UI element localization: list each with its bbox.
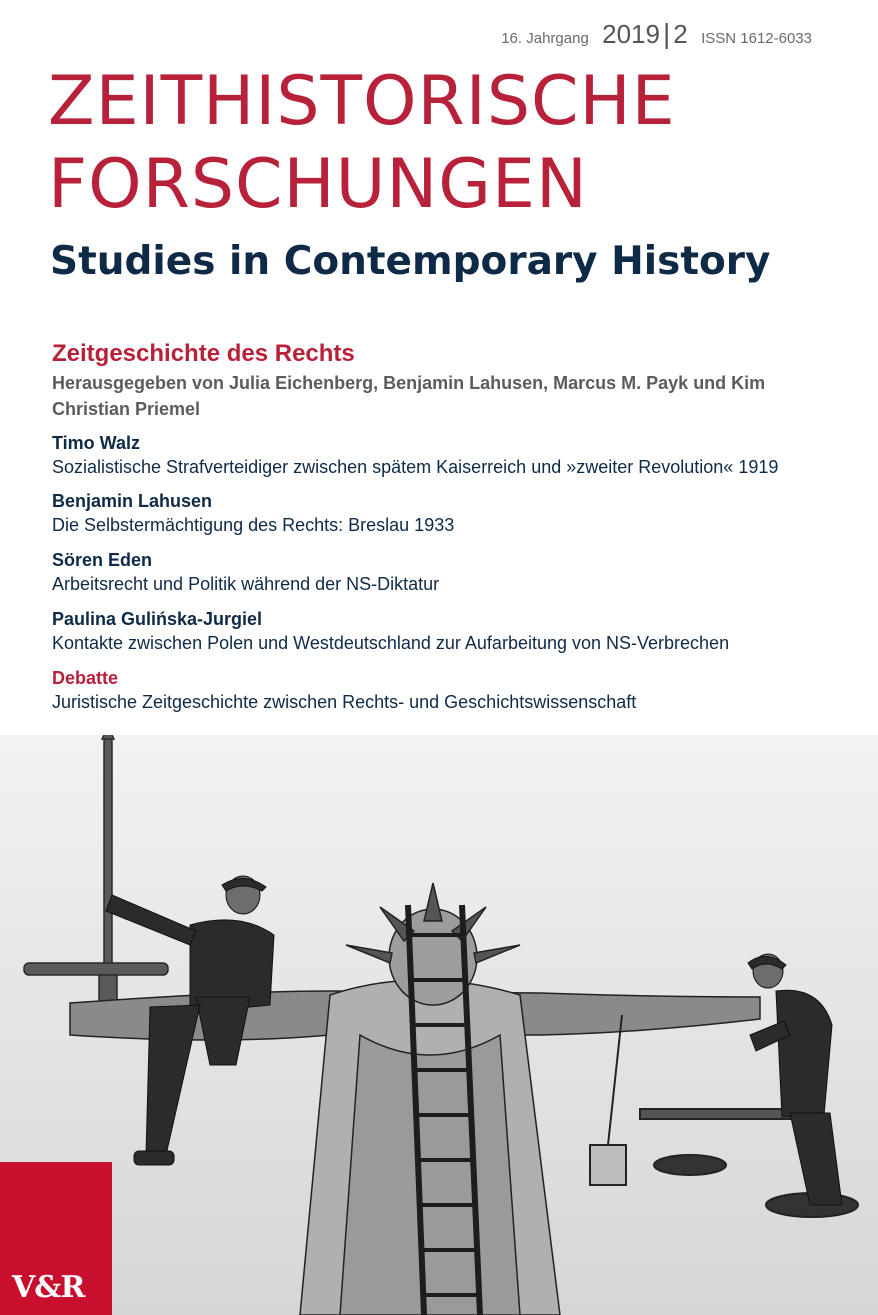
- issue-theme-heading: Zeitgeschichte des Rechts: [52, 340, 355, 367]
- entry-title: Sozialistische Strafverteidiger zwischen spätem Kaiserreich und »zweiter Revolution« 1919: [52, 457, 779, 477]
- journal-subtitle: Studies in Contemporary History: [50, 239, 771, 284]
- entry-title: Juristische Zeitgeschichte zwischen Rechts- und Geschichtswissenschaft: [52, 692, 637, 712]
- entry-author: Benjamin Lahusen: [52, 491, 213, 511]
- entry-author: Paulina Gulińska-Jurgiel: [52, 609, 263, 629]
- journal-title-line1: ZEITHISTORISCHE: [48, 62, 676, 141]
- entry-title: Kontakte zwischen Polen und Westdeutschland zur Aufarbeitung von NS-Verbrechen: [52, 633, 730, 653]
- contents-entry: [52, 548, 852, 596]
- contents-entry-debate: [52, 666, 852, 714]
- issue-editors: Herausgegeben von Julia Eichenberg, Benjamin Lahusen, Marcus M. Payk und Kim Christian Priemel: [52, 373, 766, 419]
- issue-meta: 16. Jahrgang 2019 | 2 ISSN 1612-6033: [501, 18, 812, 49]
- publisher-logo-text: V&R: [12, 1270, 85, 1305]
- contents-entry: [52, 489, 852, 537]
- contents-entry: [52, 607, 852, 655]
- cover-photo: [0, 735, 878, 1315]
- entry-section-label: Debatte: [52, 668, 119, 688]
- entry-title: Die Selbstermächtigung des Rechts: Breslau 1933: [52, 515, 455, 535]
- contents-entry: [52, 431, 852, 479]
- issue-number: 2: [673, 19, 688, 49]
- issn-label: ISSN 1612-6033: [701, 30, 812, 47]
- publisher-logo: [0, 1162, 112, 1315]
- issue-year: 2019: [602, 19, 660, 49]
- entry-author: Timo Walz: [52, 433, 141, 453]
- journal-title-line2: FORSCHUNGEN: [48, 145, 588, 224]
- entry-title: Arbeitsrecht und Politik während der NS-Diktatur: [52, 574, 440, 594]
- volume-label: 16. Jahrgang: [501, 30, 589, 47]
- entry-author: Sören Eden: [52, 550, 153, 570]
